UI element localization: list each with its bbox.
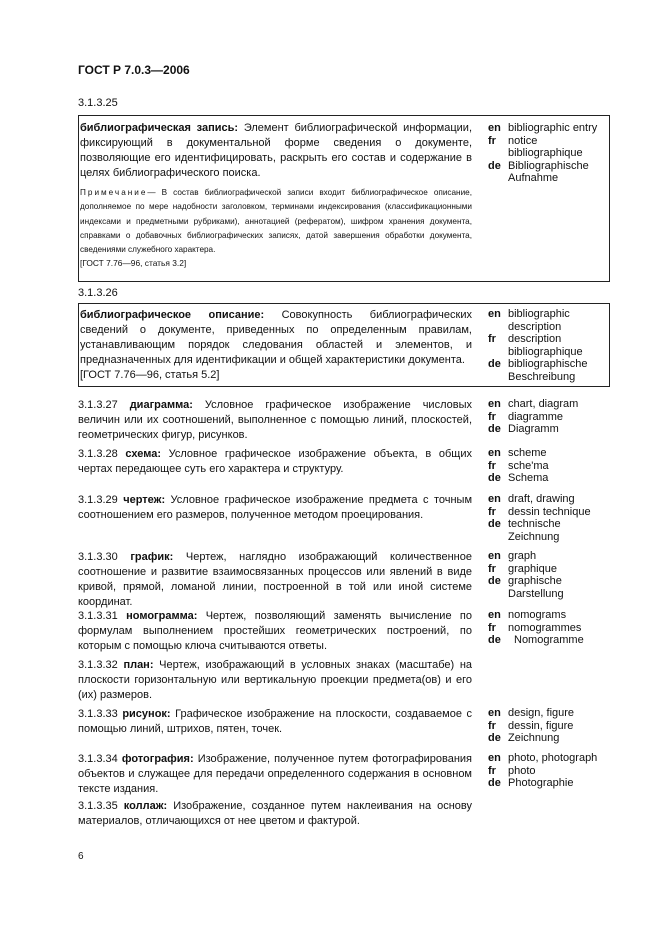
entry-definition — [78, 447, 472, 477]
translations — [488, 447, 610, 485]
entry-definition — [78, 799, 472, 829]
entry-term: библиографическое описание: — [80, 309, 265, 321]
translation-text: graph — [508, 550, 537, 562]
translation-text: diagramme — [508, 410, 564, 423]
lang-code: en — [488, 707, 501, 719]
translation-text: graphique — [508, 562, 557, 575]
translation-text: bibliographische Beschreibung — [508, 358, 588, 383]
entry-term: рисунок: — [122, 708, 171, 720]
translations — [488, 398, 610, 436]
translation-text: Photographie — [508, 777, 574, 790]
entry-definition — [78, 493, 472, 523]
translation-text: Diagramm — [508, 423, 559, 436]
entry-term: план: — [123, 659, 154, 671]
translation-text: sche'ma — [508, 459, 549, 472]
entry-number: 3.1.3.33 — [78, 708, 118, 720]
entry-text: Условное графическое изображение объекта, в общих чертах передающее суть его характера и структуру. — [78, 448, 472, 475]
entry-text: Чертеж, изображающий в условных знаках (масштабе) на плоскости горизонтальную или вертикальную проекции предмета(ов) и его (их) размеров. — [78, 659, 473, 701]
translations — [488, 752, 610, 790]
page-number: 6 — [78, 851, 84, 862]
translation-text: scheme — [508, 447, 547, 459]
lang-code: en — [488, 122, 501, 134]
lang-code: fr — [488, 719, 496, 732]
translation-text: dessin, figure — [508, 719, 574, 732]
entry-text: Условное графическое изображение предмета с точным соотношением его размеров, полученное методом проецирования. — [78, 494, 473, 521]
entry-number: 3.1.3.25 — [78, 97, 118, 109]
translation-text: Schema — [508, 472, 549, 485]
translations — [488, 122, 610, 185]
entry-definition — [78, 658, 472, 703]
translation-text: chart, diagram — [508, 398, 579, 410]
lang-code: en — [488, 752, 501, 764]
translation-text: notice bibliographique — [508, 134, 583, 160]
page-header: ГОСТ Р 7.0.3—2006 — [78, 63, 190, 77]
entry-definition — [78, 707, 472, 737]
entry-definition — [78, 550, 472, 610]
translation-text: bibliographic description — [508, 308, 570, 333]
lang-code: fr — [488, 562, 496, 575]
entry-text: Чертеж, наглядно изображающий количественное соотношение и развитие взаимосвязанных процессов или явлений в виде кривой, прямой, ломаной линии, построенной в той или иной системе координат. — [78, 551, 472, 608]
lang-code: fr — [488, 505, 496, 518]
translation-text: dessin technique — [508, 505, 591, 518]
lang-code: de — [488, 358, 501, 371]
entry-text: Условное графическое изображение числовых величин или их соотношений, выполненное с помощью линий, плоскостей, геометрических фигур, рисунков. — [78, 399, 472, 441]
lang-code: en — [488, 609, 501, 621]
translations — [488, 493, 610, 543]
entry-number: 3.1.3.29 — [78, 494, 118, 506]
entry-text: Изображение, созданное путем наклеивания на основу материалов, отличающихся от нее цветом и фактурой. — [78, 800, 472, 827]
translation-text: technische Zeichnung — [508, 518, 561, 543]
entry-number: 3.1.3.28 — [78, 448, 118, 460]
translations — [488, 308, 610, 384]
entry-term: фотография: — [121, 753, 194, 765]
lang-code: de — [488, 159, 501, 172]
translation-text: nomogrammes — [508, 621, 582, 634]
translation-text: description bibliographique — [508, 333, 583, 358]
translation-text: photo — [508, 764, 536, 777]
lang-code: en — [488, 447, 501, 459]
lang-code: de — [488, 575, 501, 588]
entry-definition — [78, 609, 472, 654]
entry-number: 3.1.3.26 — [78, 287, 118, 299]
lang-code: de — [488, 472, 501, 485]
lang-code: de — [488, 518, 501, 531]
entry-source: [ГОСТ 7.76—96, статья 5.2] — [80, 369, 220, 381]
lang-code: fr — [488, 410, 496, 423]
entry-term: коллаж: — [123, 800, 168, 812]
translations — [488, 609, 610, 647]
entry-term: схема: — [125, 448, 161, 460]
entry-text: Чертеж, позволяющий заменять вычисление по формулам выполнением простейших геометрических построений, по которым с помощью ключа считываются ответы. — [78, 610, 472, 652]
entry-number: 3.1.3.27 — [78, 399, 118, 411]
lang-code: de — [488, 777, 501, 790]
entry-term: чертеж: — [123, 494, 166, 506]
lang-code: de — [488, 732, 501, 745]
entry-definition — [80, 121, 472, 270]
translation-text: graphische Darstellung — [508, 575, 564, 600]
lang-code: en — [488, 493, 501, 505]
lang-code: de — [488, 423, 501, 436]
entry-term: номограмма: — [126, 610, 198, 622]
translation-text: bibliographic entry — [508, 122, 598, 134]
entry-text: Графическое изображение на плоскости, создаваемое с помощью линий, штрихов, пятен, точек. — [78, 708, 473, 735]
entry-text: Изображение, полученное путем фотографирования объектов и служащее для передачи определенного содержания в основном тексте издания. — [78, 753, 473, 795]
lang-code: de — [488, 634, 501, 647]
entry-number: 3.1.3.34 — [78, 753, 118, 765]
entry-number: 3.1.3.35 — [78, 800, 118, 812]
entry-source: [ГОСТ 7.76—96, статья 3.2] — [80, 258, 187, 269]
entry-definition — [78, 398, 472, 443]
entry-term: диаграмма: — [129, 399, 193, 411]
entry-number: 3.1.3.32 — [78, 659, 118, 671]
lang-code: fr — [488, 333, 496, 346]
translation-text: draft, drawing — [508, 493, 575, 505]
translation-text: Bibliographische Aufnahme — [508, 159, 589, 185]
lang-code: en — [488, 398, 501, 410]
entry-number: 3.1.3.31 — [78, 610, 118, 622]
entry-number: 3.1.3.30 — [78, 551, 118, 563]
entry-term: график: — [130, 551, 174, 563]
entry-text: Элемент библиографической информации, фиксирующий в документальной форме сведения о документе, позволяющие его идентифицировать, раскрыть его состав и содержание в целях библиографического поиска. — [80, 122, 472, 179]
note-label: Примечание — [80, 188, 148, 197]
entry-definition — [80, 308, 472, 383]
lang-code: fr — [488, 134, 496, 147]
lang-code: fr — [488, 621, 496, 634]
entry-note — [80, 186, 472, 257]
lang-code: fr — [488, 459, 496, 472]
lang-code: fr — [488, 764, 496, 777]
entry-text: Совокупность библиографических сведений о документе, приведенных по определенным правилам, устанавливающим порядок следования областей и элементов, и предназначенных для идентификации и общей характеристики документа. — [80, 309, 472, 366]
note-text: — В состав библиографической записи входит библиографическое описание, дополняемое по мере надобности заголовком, терминами индексирования (классификационными индексами и предметными рубриками), аннотацией (рефератом), шифром хранения документа, справками о добавочных библиографических записях, датой завершения обработки документа, сведениями служебного характера. — [80, 188, 472, 255]
translation-text: photo, photograph — [508, 752, 598, 764]
translation-text: Nomogramme — [514, 634, 584, 647]
translation-text: Zeichnung — [508, 732, 560, 745]
lang-code: en — [488, 550, 501, 562]
entry-definition — [78, 752, 472, 797]
translation-text: nomograms — [508, 609, 567, 621]
translation-text: design, figure — [508, 707, 575, 719]
entry-term: библиографическая запись: — [80, 122, 239, 134]
translations — [488, 550, 610, 600]
lang-code: en — [488, 308, 501, 320]
translations — [488, 707, 610, 745]
